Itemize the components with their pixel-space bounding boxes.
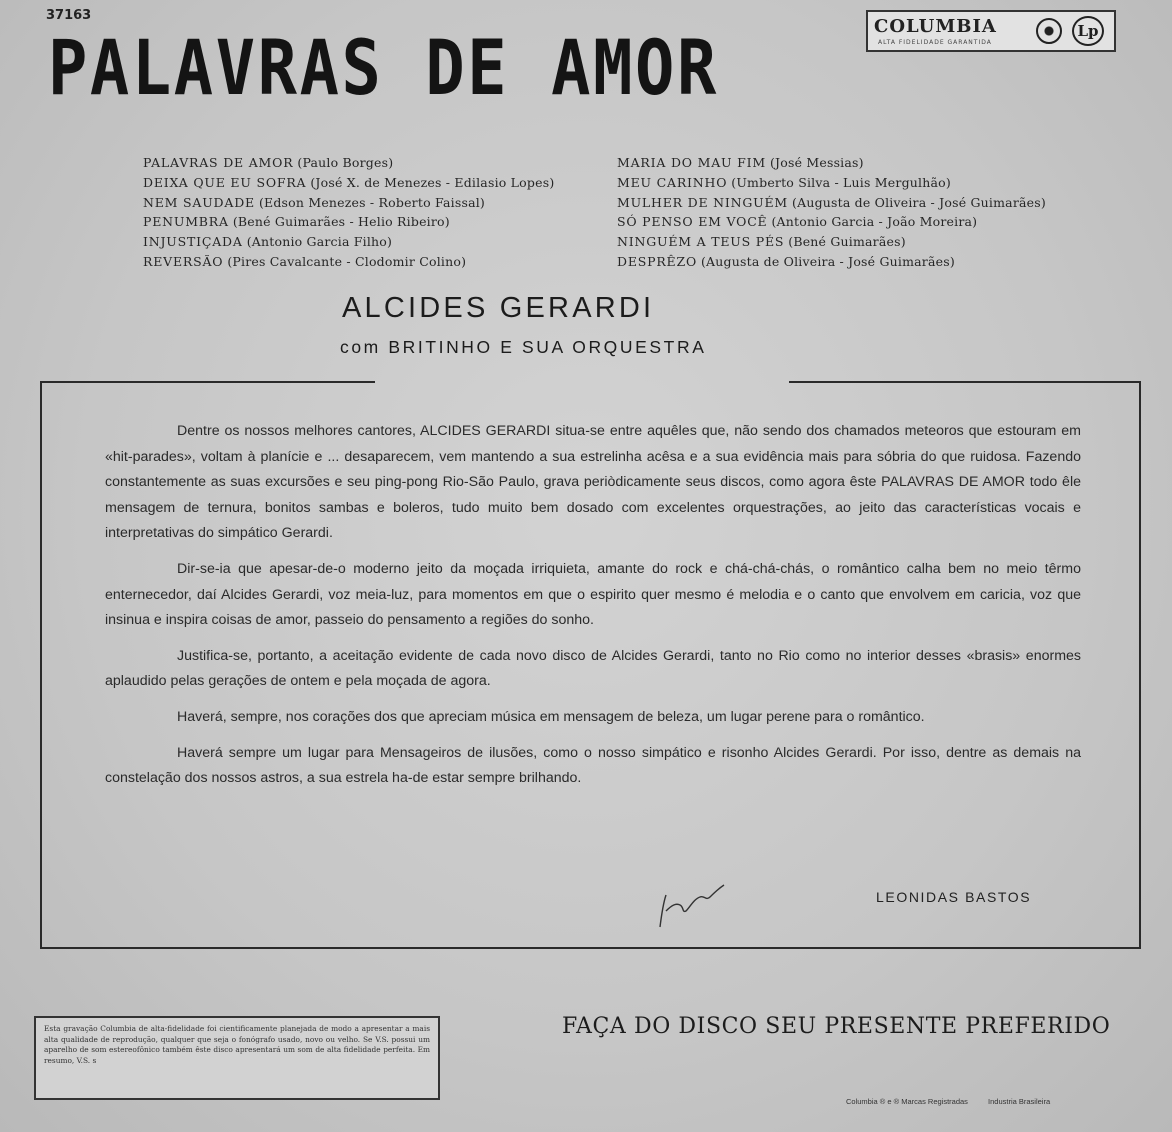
slogan: FAÇA DO DISCO SEU PRESENTE PREFERIDO xyxy=(562,1014,1111,1039)
liner-paragraph: Haverá sempre um lugar para Mensageiros de ilusões, como o nosso simpático e risonho Alcides Gerardi. Por isso, dentre as demais na constelação dos nossos astros, a sua estrela ha-de estar sempre brilhando. xyxy=(105,744,1081,787)
track-composers: (Bené Guimarães - Helio Ribeiro) xyxy=(232,214,450,230)
footer-credits xyxy=(846,1097,1068,1106)
artist-name: ALCIDES GERARDI xyxy=(342,292,655,324)
handwritten-mark-icon xyxy=(654,881,730,931)
track-title: SÓ PENSO EM VOCÊ xyxy=(617,214,768,230)
track-composers: (Pires Cavalcante - Clodomir Colino) xyxy=(227,253,467,269)
track-composers: (Edson Menezes - Roberto Faissal) xyxy=(258,194,485,210)
liner-paragraph: Dir-se-ia que apesar-de-o moderno jeito da moçada irriquieta, amante do rock e chá-chá-chás, o romântico calha bem no meio têrmo enternecedor, daí Alcides Gerardi, voz meia-luz, para momentos em que o espirito quer mesmo é melodia e o canto que envolvem em caricia, voz que insinua e inspira coisas de amor, passeio do pensamento a regiões do sonho. xyxy=(105,560,1081,629)
hifi-notice-box: Esta gravação Columbia de alta-fidelidade foi cientificamente planejada de modo a apresentar a mais alta qualidade de reprodução, qualquer que seja o fonógrafo usado, novo ou velho. Se V.S. possui um aparelho de som estereofônico também êste disco apresentará um som de alta fidelidade perfeita. Em resumo, V.S. s xyxy=(34,1016,440,1100)
liner-paragraph: Haverá, sempre, nos corações dos que apreciam música em mensagem de beleza, um lugar perene para o romântico. xyxy=(177,708,925,725)
liner-notes-box xyxy=(40,381,1141,949)
track-title: MEU CARINHO xyxy=(617,174,728,190)
track-title: PALAVRAS DE AMOR xyxy=(143,155,294,170)
track-composers: (Augusta de Oliveira - José Guimarães) xyxy=(792,194,1046,210)
columbia-logo xyxy=(866,10,1116,52)
accompaniment-line xyxy=(340,337,706,358)
track-item xyxy=(617,193,1046,213)
track-item xyxy=(617,212,1046,232)
track-item xyxy=(617,153,1046,173)
track-composers: (Antonio Garcia Filho) xyxy=(246,234,393,250)
tracklist-side-a xyxy=(143,153,554,272)
track-item xyxy=(143,173,554,193)
album-title: PALAVRAS DE AMOR xyxy=(48,23,719,112)
track-composers: (José Messias) xyxy=(769,155,864,170)
track-title: MARIA DO MAU FIM xyxy=(617,155,766,170)
track-composers: (José X. de Menezes - Edilasio Lopes) xyxy=(310,174,555,190)
track-item xyxy=(143,153,554,173)
liner-paragraph: Dentre os nossos melhores cantores, ALCIDES GERARDI situa-se entre aquêles que, não sendo dos chamados meteoros que estouram em «hit-parades», voltam à planície e ... desaparecem, vem mantendo a sua estrelinha acêsa e a sua evidência mais para sóbria do que ruidosa. Fazendo constantemente as suas excursões e seu ping-pong Rio-São Paulo, grava periòdicamente seus discos, como agora êste PALAVRAS DE AMOR todo êle mensagem de ternura, bonitos sambas e boleros, tudo muito bem dosado com excelentes orquestrações, ao jeito das características vocais e interpretativas do simpático Gerardi. xyxy=(105,423,1081,542)
track-composers: (Antonio Garcia - João Moreira) xyxy=(771,214,978,230)
lp-mark: Lp xyxy=(1072,16,1104,46)
origin-text: Industria Brasileira xyxy=(988,1097,1051,1106)
track-title: MULHER DE NINGUÉM xyxy=(617,194,789,210)
orchestra-name: BRITINHO E SUA ORQUESTRA xyxy=(388,337,707,357)
track-title: DESPRÊZO xyxy=(617,253,697,269)
track-item xyxy=(143,252,554,272)
track-composers: (Augusta de Oliveira - José Guimarães) xyxy=(700,253,955,269)
track-item xyxy=(143,232,554,252)
track-item xyxy=(143,193,554,213)
track-item xyxy=(617,173,1046,193)
track-title: NEM SAUDADE xyxy=(143,194,255,210)
liner-paragraph: Justifica-se, portanto, a aceitação evidente de cada novo disco de Alcides Gerardi, tanto no Rio como no interior desses «brasis» enormes aplaudido pelas gerações de ontem e pela moçada de agora. xyxy=(105,647,1081,690)
track-item xyxy=(617,252,1046,272)
track-item xyxy=(143,212,554,232)
liner-notes-text xyxy=(105,419,1081,802)
columbia-eye-icon xyxy=(1036,18,1062,44)
box-border-top-left xyxy=(40,381,375,383)
box-border-top-right xyxy=(789,381,1141,383)
track-composers: (Paulo Borges) xyxy=(297,155,394,170)
track-item xyxy=(617,232,1046,252)
track-title: REVERSÃO xyxy=(143,253,224,269)
track-title: NINGUÉM A TEUS PÉS xyxy=(617,234,785,250)
track-title: DEIXA QUE EU SOFRA xyxy=(143,174,307,190)
trademark-text: Columbia ® e ® Marcas Registradas xyxy=(846,1097,968,1106)
track-composers: (Umberto Silva - Luis Mergulhão) xyxy=(731,174,951,190)
logo-tagline: ALTA FIDELIDADE GARANTIDA xyxy=(878,39,992,46)
track-composers: (Bené Guimarães) xyxy=(788,234,906,250)
tracklist-side-b xyxy=(617,153,1046,272)
track-title: INJUSTIÇADA xyxy=(143,234,243,250)
catalog-number: 37163 xyxy=(46,8,92,23)
logo-brand: COLUMBIA xyxy=(874,16,997,37)
liner-author: LEONIDAS BASTOS xyxy=(876,889,1032,905)
track-title: PENUMBRA xyxy=(143,214,229,230)
accompaniment-prefix: com xyxy=(340,337,381,357)
